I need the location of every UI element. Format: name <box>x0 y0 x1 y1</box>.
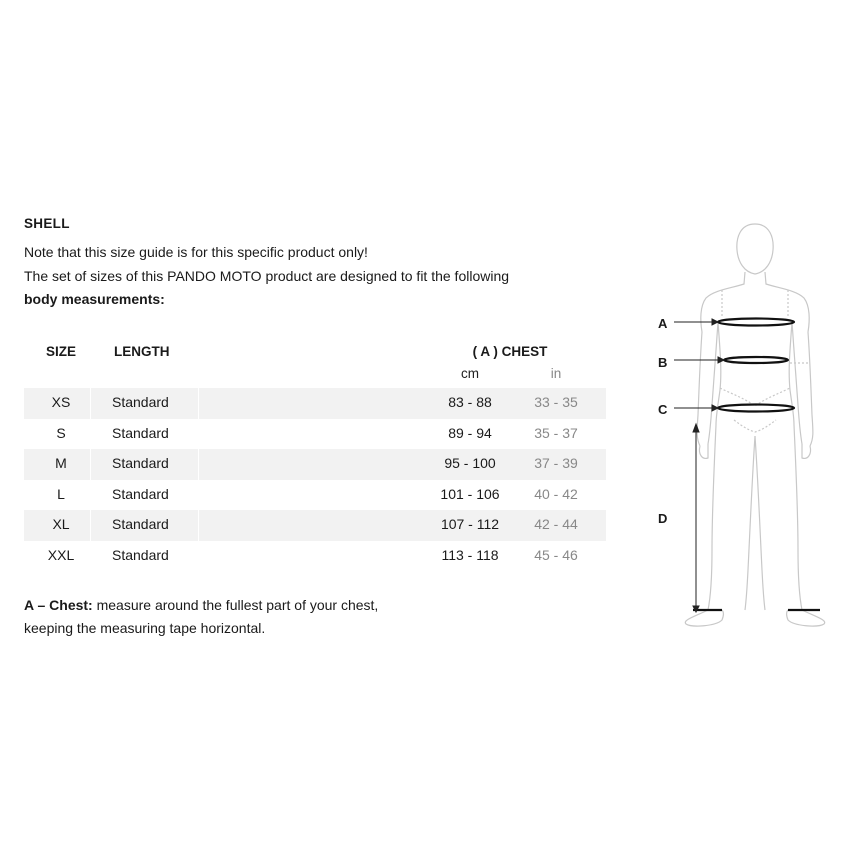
cell-size: XXL <box>47 546 75 563</box>
label-c: C <box>658 402 668 417</box>
cell-in: 37 - 39 <box>534 455 578 471</box>
cell-length: Standard <box>112 394 169 410</box>
table-row <box>24 449 606 480</box>
header-chest: ( A ) CHEST <box>472 344 548 359</box>
cell-cm: 83 - 88 <box>448 394 492 410</box>
measurement-note <box>24 594 584 640</box>
table-row <box>24 388 606 419</box>
cell-in: 45 - 46 <box>534 546 578 563</box>
header-cm: cm <box>461 366 479 381</box>
cell-size: XL <box>52 516 70 532</box>
header-length: LENGTH <box>114 344 170 359</box>
table-header <box>24 340 606 388</box>
cell-in: 35 - 37 <box>534 424 578 441</box>
intro-line-1: Note that this size guide is for this specific product only! <box>24 244 368 260</box>
label-d: D <box>658 511 668 526</box>
page-title: SHELL <box>24 216 70 231</box>
body-figure <box>652 210 842 640</box>
body-silhouette-icon <box>652 210 842 640</box>
cell-length: Standard <box>112 485 169 502</box>
size-table <box>24 340 606 571</box>
label-a: A <box>658 316 668 331</box>
table-row <box>24 480 606 511</box>
table-row <box>24 419 606 450</box>
cell-size: XS <box>51 394 71 410</box>
label-b: B <box>658 355 668 370</box>
cell-length: Standard <box>112 516 169 532</box>
cell-length: Standard <box>112 546 169 563</box>
table-row <box>24 541 606 572</box>
cell-cm: 95 - 100 <box>444 455 496 471</box>
cell-size: L <box>57 485 65 502</box>
intro-line-2: The set of sizes of this PANDO MOTO product are designed to fit the following <box>24 267 510 284</box>
cell-in: 42 - 44 <box>534 516 578 532</box>
note-text-1: measure around the fullest part of your chest, <box>92 597 379 613</box>
cell-size: S <box>56 424 66 441</box>
cell-cm: 107 - 112 <box>440 516 500 532</box>
cell-cm: 101 - 106 <box>440 485 500 502</box>
cell-length: Standard <box>112 455 169 471</box>
intro-text <box>24 241 584 312</box>
header-in: in <box>550 366 562 381</box>
header-size: SIZE <box>45 344 76 359</box>
cell-in: 40 - 42 <box>534 485 578 502</box>
table-row <box>24 510 606 541</box>
cell-cm: 89 - 94 <box>448 424 492 441</box>
cell-in: 33 - 35 <box>534 394 578 410</box>
note-label: A – Chest: <box>24 597 93 613</box>
intro-line-3: body measurements: <box>24 291 165 307</box>
cell-cm: 113 - 118 <box>441 546 499 563</box>
note-text-2: keeping the measuring tape horizontal. <box>24 620 266 636</box>
cell-length: Standard <box>112 424 169 441</box>
cell-size: M <box>55 455 67 471</box>
